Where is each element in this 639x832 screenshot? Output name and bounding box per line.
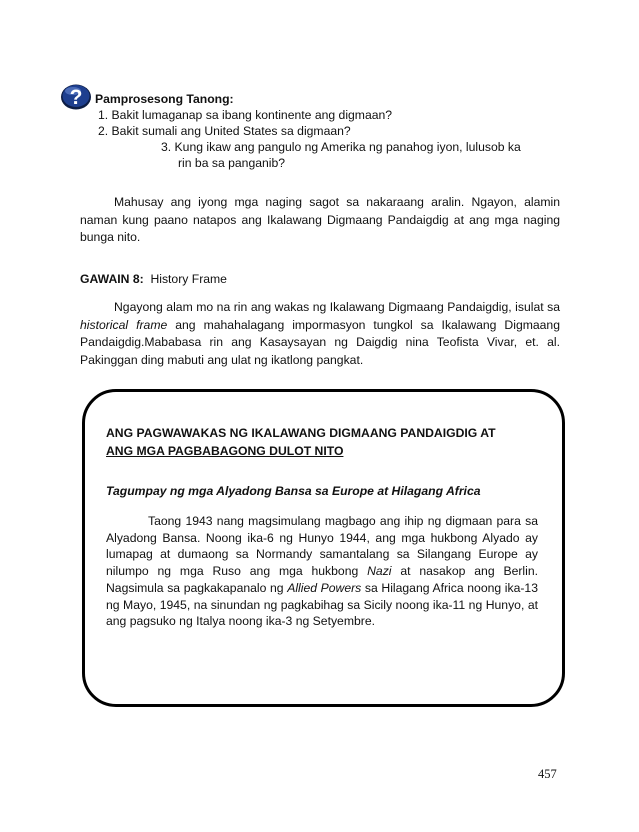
intro-text: Mahusay ang iyong mga naging sagot sa nakaraang aralin. Ngayon, alamin naman kung paano natapos ang Ikalawang Digmaang Pandaigdig at ang mga naging bunga nito. bbox=[80, 195, 560, 244]
frame-body-emphasis-2: Allied Powers bbox=[287, 580, 362, 595]
question-1: 1. Bakit lumaganap sa ibang kontinente ang digmaan? bbox=[98, 108, 393, 122]
question-3: 3. Kung ikaw ang pangulo ng Amerika ng panahog iyon, lulusob ka bbox=[161, 140, 521, 154]
activity-label: GAWAIN 8: bbox=[80, 272, 144, 286]
questions-heading: Pamprosesong Tanong: bbox=[95, 92, 234, 106]
frame-body-text-1: Taong 1943 nang magsimulang magbago ang ihip ng digmaan para sa Alyadong Bansa. Noong ika-6 ng Hunyo 1944, ang mga hukbong Alyado ay lumapag at dumaong sa Normandy samantalang sa Silangang Europe ay nilumpo ng mga Ruso ang mga hukbong bbox=[106, 514, 538, 579]
question-mark-icon bbox=[60, 82, 92, 110]
page-number: 457 bbox=[538, 767, 557, 781]
activity-title: History Frame bbox=[150, 272, 227, 286]
frame-title bbox=[106, 425, 538, 460]
frame-subtitle: Tagumpay ng mga Alyadong Bansa sa Europe at Hilagang Africa bbox=[106, 484, 481, 498]
instruction-emphasis: historical frame bbox=[80, 317, 168, 332]
activity-heading bbox=[80, 272, 227, 286]
frame-body bbox=[106, 513, 538, 630]
question-2: 2. Bakit sumali ang United States sa digmaan? bbox=[98, 124, 351, 138]
frame-body-text-3: sa Hilagang Africa noong ika-13 ng Mayo, 1945, na sinundan ng pagkabihag sa Sicily noong ika-11 ng Hunyo, at ang pagsuko ng Italya noong ika-3 ng Setyembre. bbox=[106, 580, 538, 629]
frame-title-line-2: ANG MGA PAGBABAGONG DULOT NITO bbox=[106, 443, 344, 458]
frame-title-line-1: ANG PAGWAWAKAS NG IKALAWANG DIGMAANG PANDAIGDIG AT bbox=[106, 426, 496, 440]
questions-list bbox=[98, 107, 521, 171]
instruction-text-1: Ngayong alam mo na rin ang wakas ng Ikalawang Digmaang Pandaigdig, isulat sa bbox=[114, 300, 560, 314]
instruction-text-2: ang mahahalagang impormasyon tungkol sa Ikalawang Digmaang Pandaigdig.Mababasa rin ang Kasaysayan ng Daigdig nina Teofista Vivar, et. al. Pakinggan ding mabuti ang ulat ng ikatlong pangkat. bbox=[80, 317, 560, 367]
question-mark-glyph: ? bbox=[69, 86, 83, 109]
question-3-continued: rin ba sa panganib? bbox=[178, 156, 286, 170]
intro-paragraph bbox=[80, 194, 560, 247]
frame-body-emphasis-1: Nazi bbox=[367, 564, 392, 579]
activity-instruction bbox=[80, 299, 560, 369]
frame-body-text-2: at nasakop ang Berlin. Nagsimula sa pagkakapanalo ng bbox=[106, 564, 538, 595]
